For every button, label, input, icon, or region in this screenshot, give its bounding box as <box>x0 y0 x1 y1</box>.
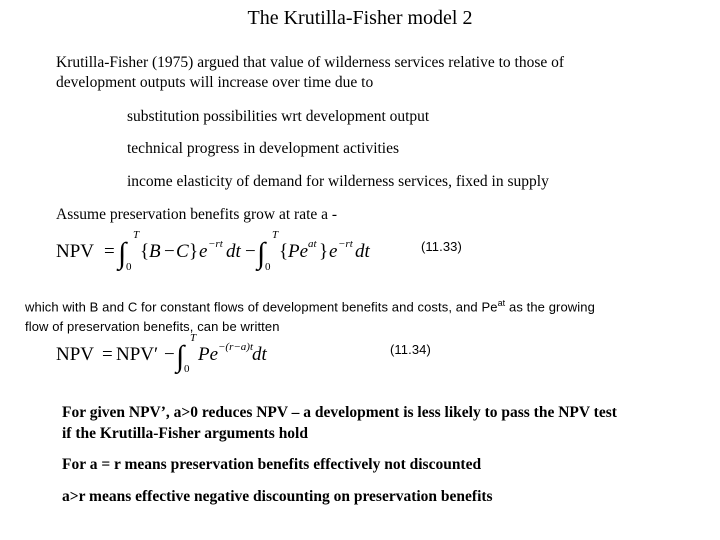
svg-text:T: T <box>190 332 197 344</box>
svg-text:−: − <box>245 241 256 262</box>
svg-text:dt: dt <box>355 241 370 262</box>
svg-text:−rt: −rt <box>208 238 223 250</box>
svg-text:}: } <box>319 241 329 262</box>
svg-text:=: = <box>102 344 113 365</box>
equation-11-33 <box>54 227 374 273</box>
svg-text:∫: ∫ <box>257 237 266 270</box>
svg-text:−: − <box>164 344 175 365</box>
svg-text:{: { <box>279 241 289 262</box>
svg-text:0: 0 <box>126 261 132 273</box>
conclusion-1-line-2: if the Krutilla-Fisher arguments hold <box>62 425 308 442</box>
svg-text:T: T <box>272 229 279 241</box>
svg-text:}: } <box>189 241 199 262</box>
svg-text:∫: ∫ <box>118 237 127 270</box>
bullet-income-elasticity: income elasticity of demand for wilderness services, fixed in supply <box>127 173 549 190</box>
intro-paragraph <box>56 53 564 93</box>
svg-text:0: 0 <box>184 363 190 375</box>
svg-text:−rt: −rt <box>338 238 353 250</box>
svg-text:{: { <box>140 241 150 262</box>
slide-title: The Krutilla-Fisher model 2 <box>247 7 473 29</box>
equation-label-11-34: (11.34) <box>390 342 431 357</box>
conclusion-3: a>r means effective negative discounting on preservation benefits <box>62 488 493 505</box>
equation-label-11-33: (11.33) <box>421 239 462 254</box>
svg-text:Pe: Pe <box>198 344 219 365</box>
svg-text:dt: dt <box>226 241 241 262</box>
intro-line-1: Krutilla-Fisher (1975) argued that value of wilderness services relative to those of <box>56 54 565 71</box>
svg-text:e: e <box>199 241 208 262</box>
bullet-substitution: substitution possibilities wrt development output <box>127 108 430 125</box>
svg-text:C: C <box>176 241 189 262</box>
svg-text:−: − <box>164 241 175 262</box>
svg-text:NPV: NPV <box>56 241 95 262</box>
svg-text:NPV: NPV <box>56 344 95 365</box>
svg-text:dt: dt <box>252 344 267 365</box>
svg-text:at: at <box>308 238 317 250</box>
svg-text:∫: ∫ <box>176 340 185 373</box>
intro-line-2: development outputs will increase over time due to <box>56 74 374 91</box>
svg-text:e: e <box>329 241 338 262</box>
conclusion-1 <box>62 402 617 444</box>
assumption-text: Assume preservation benefits grow at rate a - <box>56 206 338 223</box>
explanation-superscript: at <box>497 298 506 308</box>
svg-text:Pe: Pe <box>288 241 309 262</box>
equation-11-34 <box>54 330 267 375</box>
explanation-line-2: flow of preservation benefits, can be written <box>25 319 280 335</box>
explanation-line-1: which with B and C for constant flows of development benefits and costs, and $Pe^{at}$ as the growing <box>25 298 595 315</box>
svg-text:0: 0 <box>265 261 271 273</box>
conclusion-2: For a = r means preservation benefits effectively not discounted <box>62 456 482 473</box>
svg-text:NPV′: NPV′ <box>116 344 159 365</box>
conclusion-1-line-1: For given NPV’, a>0 reduces NPV – a development is less likely to pass the NPV test <box>62 404 617 421</box>
svg-text:=: = <box>104 241 115 262</box>
svg-text:−(r−a)t: −(r−a)t <box>218 341 254 353</box>
bullet-technical-progress: technical progress in development activities <box>127 140 400 157</box>
svg-text:B: B <box>149 241 161 262</box>
svg-text:T: T <box>133 229 140 241</box>
